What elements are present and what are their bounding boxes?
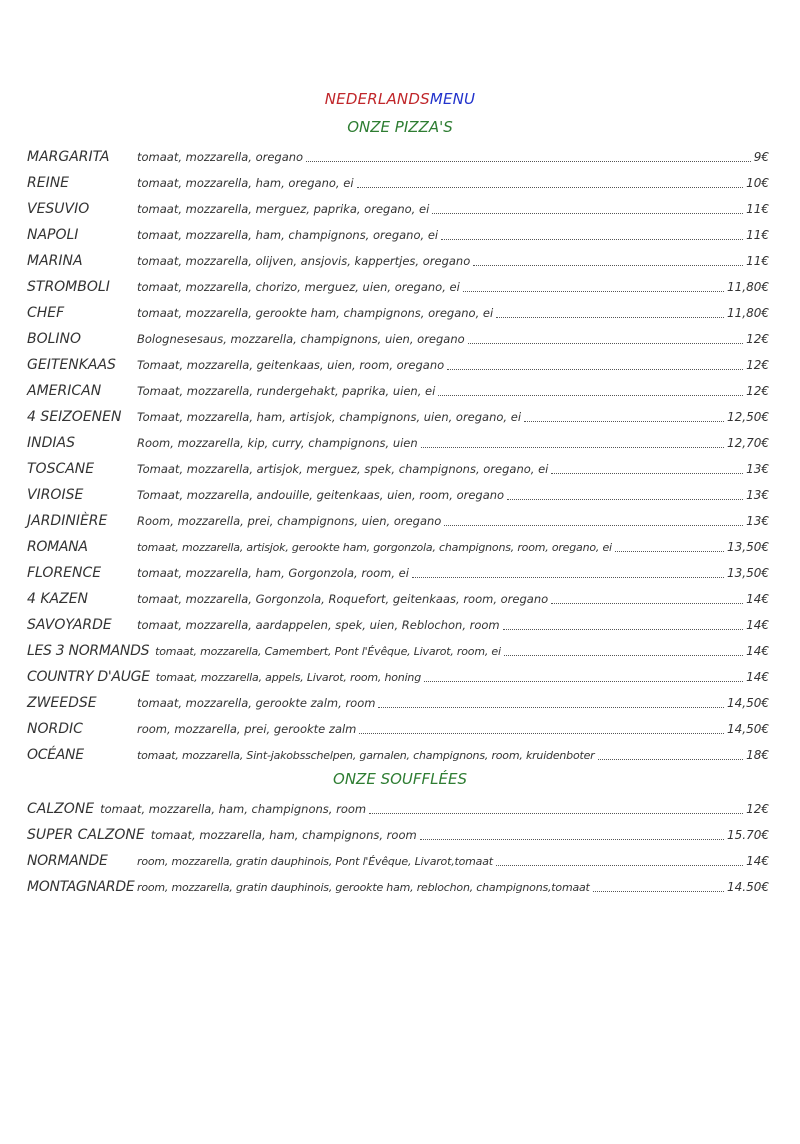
item-description: Tomaat, mozzarella, rundergehakt, paprika, uien, ei: [137, 384, 436, 398]
item-name: OCÉANE: [27, 747, 84, 763]
menu-title-menu: MENU: [429, 90, 476, 108]
item-price: 12€: [746, 358, 769, 372]
item-price: 15.70€: [727, 828, 769, 842]
item-name: NORDIC: [27, 721, 83, 737]
item-name: FLORENCE: [27, 565, 102, 581]
menu-title: [0, 90, 800, 108]
item-name: SUPER CALZONE: [27, 827, 145, 843]
menu-item: [27, 716, 769, 742]
item-price: 11,80€: [727, 280, 769, 294]
item-description: tomaat, mozzarella, ham, oregano, ei: [137, 176, 354, 190]
item-price: 14€: [746, 592, 769, 606]
item-description: tomaat, mozzarella, ham, champignons, room: [100, 802, 367, 816]
item-description: tomaat, mozzarella, ham, champignons, oregano, ei: [137, 228, 439, 242]
dot-leader: [369, 813, 743, 814]
dot-leader: [306, 161, 751, 162]
menu-item: [27, 508, 769, 534]
item-price: 11€: [746, 202, 769, 216]
item-description: Tomaat, mozzarella, andouille, geitenkaas, uien, room, oregano: [137, 488, 505, 502]
item-price: 14€: [746, 644, 769, 658]
dot-leader: [359, 733, 724, 734]
item-name: GEITENKAAS: [27, 357, 116, 373]
dot-leader: [496, 865, 743, 866]
dot-leader: [420, 839, 724, 840]
menu-item: [27, 822, 769, 848]
dot-leader: [468, 343, 743, 344]
dot-leader: [432, 213, 743, 214]
item-description: Tomaat, mozzarella, artisjok, merguez, spek, champignons, oregano, ei: [137, 462, 549, 476]
item-price: 11€: [746, 228, 769, 242]
dot-leader: [447, 369, 743, 370]
item-description: tomaat, mozzarella, artisjok, gerookte ham, gorgonzola, champignons, room, oregano, ei: [137, 540, 612, 554]
item-description: tomaat, mozzarella, gerookte zalm, room: [137, 696, 376, 710]
dot-leader: [463, 291, 724, 292]
item-name: CHEF: [27, 305, 65, 321]
menu-item: [27, 248, 769, 274]
item-description: tomaat, mozzarella, appels, Livarot, room, honing: [155, 670, 421, 684]
menu-item: [27, 170, 769, 196]
item-price: 13,50€: [727, 540, 769, 554]
item-name: MARINA: [27, 253, 83, 269]
item-price: 14€: [746, 618, 769, 632]
item-price: 11,80€: [727, 306, 769, 320]
dot-leader: [424, 681, 743, 682]
menu-item: [27, 612, 769, 638]
menu-item: [27, 222, 769, 248]
item-description: tomaat, mozzarella, ham, Gorgonzola, room, ei: [137, 566, 409, 580]
dot-leader: [503, 629, 743, 630]
dot-leader: [438, 395, 743, 396]
menu-item: [27, 482, 769, 508]
item-name: BOLINO: [27, 331, 82, 347]
dot-leader: [615, 551, 724, 552]
item-name: JARDINIÈRE: [27, 513, 108, 529]
dot-leader: [598, 759, 744, 760]
item-name: LES 3 NORMANDS: [27, 643, 150, 659]
dot-leader: [504, 655, 743, 656]
item-name: NORMANDE: [27, 853, 108, 869]
dot-leader: [378, 707, 724, 708]
menu-item: [27, 742, 769, 768]
dot-leader: [507, 499, 743, 500]
item-name: CALZONE: [27, 801, 95, 817]
dot-leader: [444, 525, 743, 526]
item-price: 18€: [746, 748, 769, 762]
section-title-pizzas: ONZE PIZZA'S: [347, 118, 453, 136]
menu-item: [27, 560, 769, 586]
section-title-souffles: ONZE SOUFFLÉES: [333, 770, 467, 788]
item-name: ROMANA: [27, 539, 88, 555]
item-description: tomaat, mozzarella, Gorgonzola, Roquefort, geitenkaas, room, oregano: [137, 592, 549, 606]
menu-item: [27, 586, 769, 612]
item-price: 13,50€: [727, 566, 769, 580]
menu-item: [27, 274, 769, 300]
item-name: 4 KAZEN: [27, 591, 89, 607]
menu-item: [27, 430, 769, 456]
item-description: tomaat, mozzarella, aardappelen, spek, uien, Reblochon, room: [137, 618, 500, 632]
item-price: 14.50€: [727, 880, 769, 894]
item-name: COUNTRY D'AUGE: [27, 669, 150, 685]
dot-leader: [593, 891, 724, 892]
menu-item: [27, 352, 769, 378]
item-price: 12€: [746, 384, 769, 398]
item-price: 12,50€: [727, 410, 769, 424]
menu-item: [27, 404, 769, 430]
menu-item: [27, 638, 769, 664]
item-description: tomaat, mozzarella, Camembert, Pont l'Évêque, Livarot, room, ei: [155, 644, 501, 658]
menu-item: [27, 300, 769, 326]
item-price: 14,50€: [727, 722, 769, 736]
item-description: Bolognesesaus, mozzarella, champignons, uien, oregano: [137, 332, 465, 346]
menu-item: [27, 690, 769, 716]
item-price: 14€: [746, 854, 769, 868]
item-price: 13€: [746, 514, 769, 528]
item-description: tomaat, mozzarella, chorizo, merguez, uien, oregano, ei: [137, 280, 460, 294]
item-description: tomaat, mozzarella, merguez, paprika, oregano, ei: [137, 202, 430, 216]
item-name: AMERICAN: [27, 383, 102, 399]
item-description: room, mozzarella, gratin dauphinois, Pont l'Évêque, Livarot,tomaat: [137, 854, 493, 868]
item-price: 12,70€: [727, 436, 769, 450]
item-description: Tomaat, mozzarella, ham, artisjok, champignons, uien, oregano, ei: [137, 410, 522, 424]
item-price: 10€: [746, 176, 769, 190]
item-name: REINE: [27, 175, 70, 191]
item-name: SAVOYARDE: [27, 617, 112, 633]
dot-leader: [412, 577, 724, 578]
item-price: 11€: [746, 254, 769, 268]
item-price: 13€: [746, 488, 769, 502]
item-price: 14€: [746, 670, 769, 684]
item-description: tomaat, mozzarella, Sint-jakobsschelpen, garnalen, champignons, room, kruidenboter: [137, 748, 595, 762]
menu-item: [27, 196, 769, 222]
item-name: 4 SEIZOENEN: [27, 409, 122, 425]
item-description: tomaat, mozzarella, gerookte ham, champignons, oregano, ei: [137, 306, 494, 320]
item-name: STROMBOLI: [27, 279, 110, 295]
dot-leader: [441, 239, 743, 240]
item-name: NAPOLI: [27, 227, 79, 243]
menu-item: [27, 534, 769, 560]
item-price: 14,50€: [727, 696, 769, 710]
dot-leader: [357, 187, 744, 188]
item-name: VESUVIO: [27, 201, 90, 217]
menu-item: [27, 848, 769, 874]
item-description: Room, mozzarella, kip, curry, champignons, uien: [137, 436, 418, 450]
item-name: TOSCANE: [27, 461, 95, 477]
item-name: MARGARITA: [27, 149, 110, 165]
item-description: tomaat, mozzarella, olijven, ansjovis, kappertjes, oregano: [137, 254, 471, 268]
pizza-list: [27, 144, 769, 768]
menu-item: [27, 456, 769, 482]
menu-title-nederlands: NEDERLANDS: [324, 90, 430, 108]
souffle-list: [27, 796, 769, 900]
item-name: VIROISE: [27, 487, 84, 503]
item-price: 12€: [746, 802, 769, 816]
item-name: INDIAS: [27, 435, 75, 451]
item-description: room, mozzarella, gratin dauphinois, gerookte ham, reblochon, champignons,tomaat: [137, 880, 590, 894]
item-description: tomaat, mozzarella, oregano: [137, 150, 304, 164]
item-description: Tomaat, mozzarella, geitenkaas, uien, room, oregano: [137, 358, 445, 372]
dot-leader: [551, 603, 743, 604]
menu-item: [27, 664, 769, 690]
item-price: 12€: [746, 332, 769, 346]
menu-item: [27, 326, 769, 352]
item-price: 9€: [753, 150, 769, 164]
menu-item: [27, 378, 769, 404]
item-description: Room, mozzarella, prei, champignons, uien, oregano: [137, 514, 442, 528]
item-description: room, mozzarella, prei, gerookte zalm: [137, 722, 357, 736]
menu-item: [27, 874, 769, 900]
dot-leader: [473, 265, 743, 266]
menu-item: [27, 144, 769, 170]
item-name: MONTAGNARDE: [27, 879, 135, 895]
item-name: ZWEEDSE: [27, 695, 97, 711]
item-description: tomaat, mozzarella, ham, champignons, room: [150, 828, 417, 842]
dot-leader: [551, 473, 743, 474]
dot-leader: [421, 447, 724, 448]
menu-item: [27, 796, 769, 822]
dot-leader: [496, 317, 724, 318]
item-price: 13€: [746, 462, 769, 476]
dot-leader: [524, 421, 724, 422]
